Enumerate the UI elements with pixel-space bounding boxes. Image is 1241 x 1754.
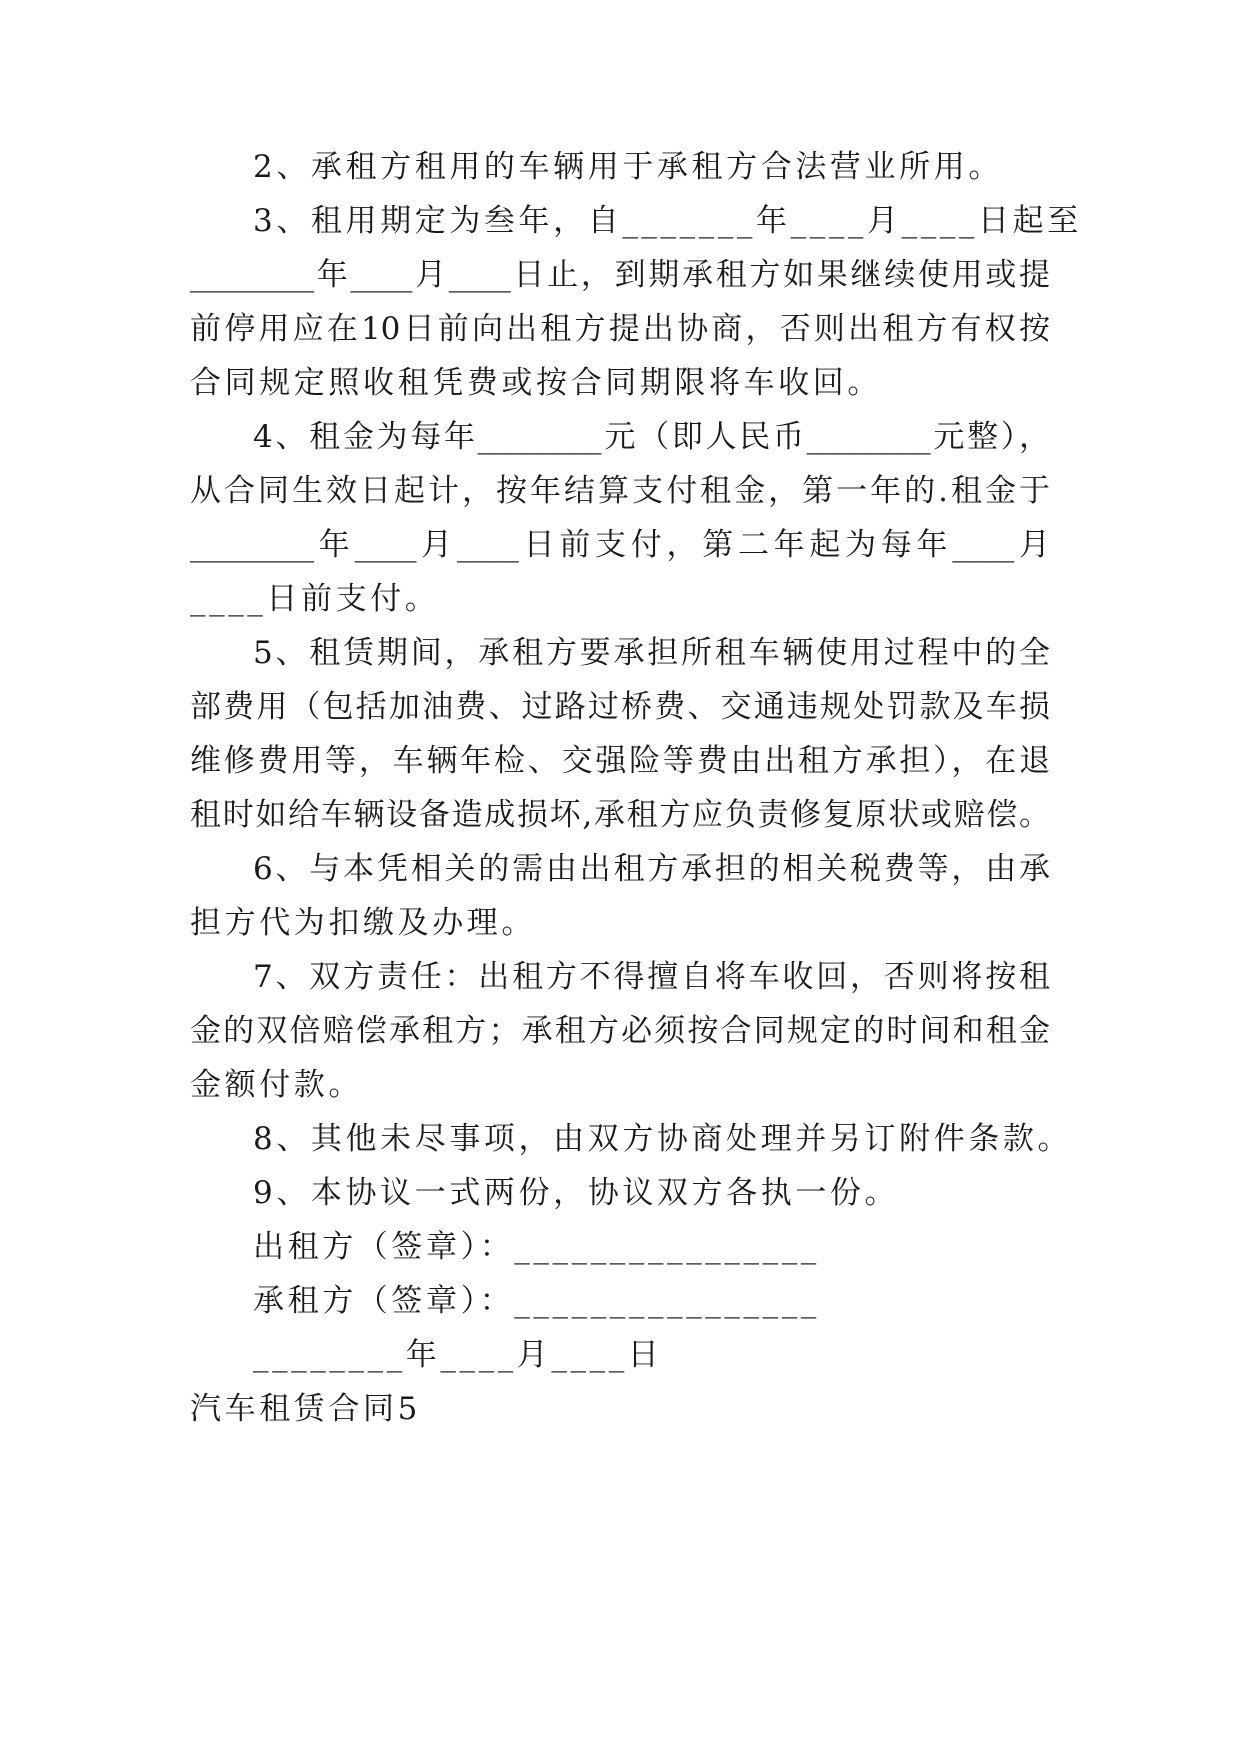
clause-3-line-2: ________年____月____日止，到期承租方如果继续使用或提 [190, 257, 1050, 293]
clause-7-line-3: 金额付款。 [190, 1067, 363, 1103]
clause-5-line-2: 部费用（包括加油费、过路过桥费、交通违规处罚款及车损 [190, 689, 1050, 725]
clause-9-line-1: 9、本协议一式两份，协议双方各执一份。 [253, 1175, 900, 1211]
lessor-signature-line: 出租方（签章）：________________ [253, 1229, 820, 1265]
clause-3-line-1: 3、租用期定为叁年，自_______年____月____日起至 [253, 203, 1082, 239]
clause-3-line-3: 前停用应在10日前向出租方提出协商，否则出租方有权按 [190, 311, 1050, 347]
clause-6-line-1: 6、与本凭相关的需由出租方承担的相关税费等，由承 [253, 851, 1050, 887]
signature-date-line: ________年____月____日 [253, 1337, 663, 1373]
clause-6-line-2: 担方代为扣缴及办理。 [190, 905, 536, 941]
clause-8-line-1: 8、其他未尽事项，由双方协商处理并另订附件条款。 [253, 1121, 1073, 1157]
clause-3-line-4: 合同规定照收租凭费或按合同期限将车收回。 [190, 365, 882, 401]
clause-4-line-2: 从合同生效日起计，按年结算支付租金，第一年的.租金于 [190, 473, 1050, 509]
clause-5-line-1: 5、租赁期间，承租方要承担所租车辆使用过程中的全 [253, 635, 1050, 671]
clause-5-line-4: 租时如给车辆设备造成损坏,承租方应负责修复原状或赔偿。 [190, 797, 1050, 833]
clause-4-line-3: ________年____月____日前支付，第二年起为每年____月 [190, 527, 1050, 563]
clause-7-line-2: 金的双倍赔偿承租方；承租方必须按合同规定的时间和租金 [190, 1013, 1050, 1049]
clause-2-line-1: 2、承租方租用的车辆用于承租方合法营业所用。 [253, 149, 1003, 185]
clause-5-line-3: 维修费用等，车辆年检、交强险等费由出租方承担），在退 [190, 743, 1050, 779]
clause-4-line-1: 4、租金为每年________元（即人民币________元整）， [253, 419, 1050, 455]
next-contract-heading: 汽车租赁合同5 [190, 1391, 421, 1427]
clause-4-line-4: ____日前支付。 [190, 581, 440, 617]
clause-7-line-1: 7、双方责任：出租方不得擅自将车收回，否则将按租 [253, 959, 1050, 995]
lessee-signature-line: 承租方（签章）：________________ [253, 1283, 820, 1319]
